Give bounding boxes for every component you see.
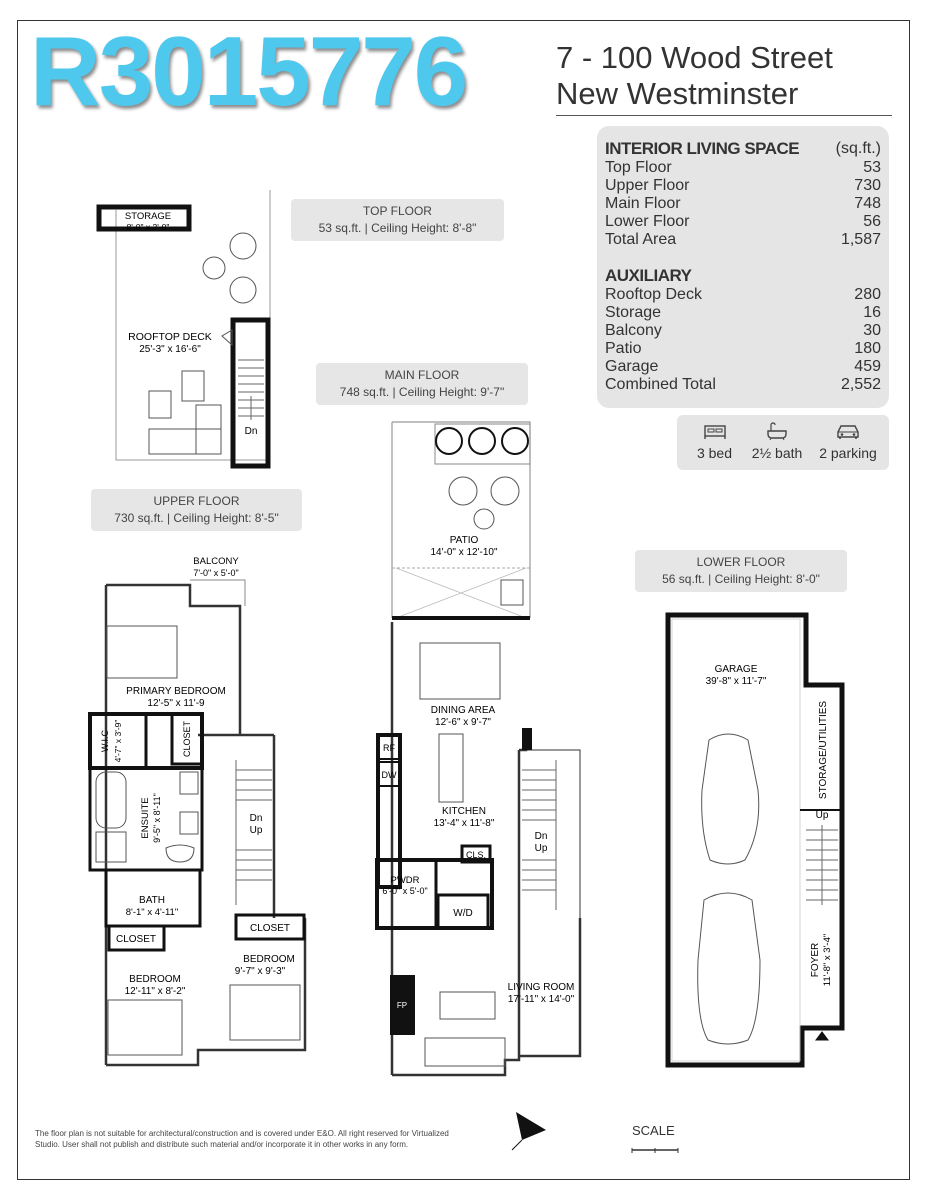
rooftop-deck-dims: 25'-3" x 16'-6" xyxy=(139,344,201,355)
bedroom2-name: BEDROOM xyxy=(243,954,295,965)
row-label: Storage xyxy=(605,304,662,321)
garage-dims: 39'-8" x 11'-7" xyxy=(705,676,767,687)
floor-details: 56 sq.ft. | Ceiling Height: 8'-0" xyxy=(662,572,820,586)
interior-title: INTERIOR LIVING SPACE xyxy=(605,139,800,158)
balcony-dims: 7'-0" x 5'-0" xyxy=(193,568,239,578)
scale-label: SCALE xyxy=(632,1123,675,1138)
parking-label: 2 parking xyxy=(819,445,877,461)
floor-name: UPPER FLOOR xyxy=(153,494,240,508)
beds-label: 3 bed xyxy=(696,445,733,461)
wic-name: W.I.C xyxy=(100,730,110,752)
row-label: Combined Total xyxy=(605,376,716,393)
row-label: Top Floor xyxy=(605,159,672,176)
row-label: Balcony xyxy=(605,322,662,339)
row-value: 16 xyxy=(863,304,881,321)
primary-bedroom-name: PRIMARY BEDROOM xyxy=(126,686,226,697)
floor-details: 730 sq.ft. | Ceiling Height: 8'-5" xyxy=(114,511,279,525)
bedroom2-dims: 9'-7" x 9'-3" xyxy=(234,966,286,977)
kitchen-name: KITCHEN xyxy=(442,806,486,817)
bedroom1-name: BEDROOM xyxy=(129,974,181,985)
scale-bar-icon xyxy=(632,1148,678,1153)
ensuite-name: ENSUITE xyxy=(140,797,151,839)
address-line1: 7 - 100 Wood Street xyxy=(556,40,833,75)
upper-dn-label: Dn xyxy=(249,813,263,824)
auxiliary-title: AUXILIARY xyxy=(605,266,692,285)
foyer-name: FOYER xyxy=(810,942,821,978)
dining-dims: 12'-6" x 9'-7" xyxy=(435,717,491,728)
rf-label: RF xyxy=(383,743,395,753)
wic-dims: 4'-7" x 3'-9" xyxy=(113,719,123,763)
pwdr-dims: 6'-0" x 5'-0" xyxy=(382,886,428,896)
foyer-dims: 11'-8" x 3'-4" xyxy=(822,933,833,987)
patio-name: PATIO xyxy=(449,535,479,546)
row-label: Garage xyxy=(605,358,659,375)
floor-details: 748 sq.ft. | Ceiling Height: 9'-7" xyxy=(339,385,505,399)
row-value: 730 xyxy=(854,177,881,194)
row-label: Upper Floor xyxy=(605,177,690,194)
top-floor-plan xyxy=(99,190,270,466)
rooftop-deck-name: ROOFTOP DECK xyxy=(128,331,212,343)
row-value: 56 xyxy=(863,213,881,230)
top-floor-dn-label: Dn xyxy=(244,426,258,437)
row-label: Lower Floor xyxy=(605,213,690,230)
floor-name: MAIN FLOOR xyxy=(384,368,460,382)
floor-name: TOP FLOOR xyxy=(363,204,432,218)
fp-label: FP xyxy=(396,1001,408,1010)
bedroom1-dims: 12'-11" x 8'-2" xyxy=(124,986,186,997)
dining-name: DINING AREA xyxy=(430,705,496,716)
storage-utilities-name: STORAGE/UTILITIES xyxy=(818,700,829,800)
interior-unit: (sq.ft.) xyxy=(835,140,881,157)
row-label: Main Floor xyxy=(605,195,681,212)
kitchen-dims: 13'-4" x 11'-8" xyxy=(433,818,495,829)
closet-label-bedroom1: CLOSET xyxy=(115,934,157,945)
row-label: Rooftop Deck xyxy=(605,286,702,303)
garage-name: GARAGE xyxy=(714,664,758,675)
dw-label: DW xyxy=(381,770,397,780)
storage-room-name: STORAGE xyxy=(124,211,172,222)
bath-name: BATH xyxy=(139,895,165,906)
row-label: Total Area xyxy=(605,231,677,248)
mls-number: R3015776 xyxy=(30,16,467,126)
main-floor-plan xyxy=(377,422,580,1075)
floor-name: LOWER FLOOR xyxy=(696,555,786,569)
main-up-label: Up xyxy=(534,843,548,854)
upper-floor-plan xyxy=(90,580,305,1065)
floor-details: 53 sq.ft. | Ceiling Height: 8'-8" xyxy=(318,221,477,235)
row-value: 280 xyxy=(854,286,881,303)
main-dn-label: Dn xyxy=(534,831,548,842)
closet-label-bedroom2: CLOSET xyxy=(249,923,291,934)
row-value: 180 xyxy=(854,340,881,357)
address-line2: New Westminster xyxy=(556,76,799,111)
pwdr-name: PWDR xyxy=(390,875,420,886)
row-value: 459 xyxy=(854,358,881,375)
row-value: 1,587 xyxy=(840,231,881,248)
patio-dims: 14'-0" x 12'-10" xyxy=(430,547,498,558)
cls-label: CLS. xyxy=(465,850,487,860)
lower-up-label: Up xyxy=(815,810,829,821)
row-value: 2,552 xyxy=(840,376,881,393)
storage-room-dims: 8'-0" x 2'-0" xyxy=(126,222,170,232)
living-room-dims: 17'-11" x 14'-0" xyxy=(507,994,575,1005)
closet-label-wic: CLOSET xyxy=(182,720,192,758)
row-value: 53 xyxy=(863,159,881,176)
row-value: 30 xyxy=(863,322,881,339)
north-arrow-icon xyxy=(512,1112,546,1150)
row-label: Patio xyxy=(605,340,642,357)
upper-up-label: Up xyxy=(249,825,263,836)
disclaimer: The floor plan is not suitable for architectural/construction and is covered under E&O. All right reserved for Virtualized Studio. User shall not publish and distribute such material and/or incorporate it in other works in any form. xyxy=(35,1129,449,1149)
row-value: 748 xyxy=(854,195,881,212)
ensuite-dims: 9'-5" x 8'-11" xyxy=(152,793,162,843)
primary-bedroom-dims: 12'-5" x 11'-9 xyxy=(147,698,205,709)
baths-label: 2½ bath xyxy=(751,445,803,461)
bath-dims: 8'-1" x 4'-11" xyxy=(125,907,179,918)
living-room-name: LIVING ROOM xyxy=(507,982,575,993)
balcony-name: BALCONY xyxy=(193,556,239,567)
wd-label: W/D xyxy=(453,908,473,919)
